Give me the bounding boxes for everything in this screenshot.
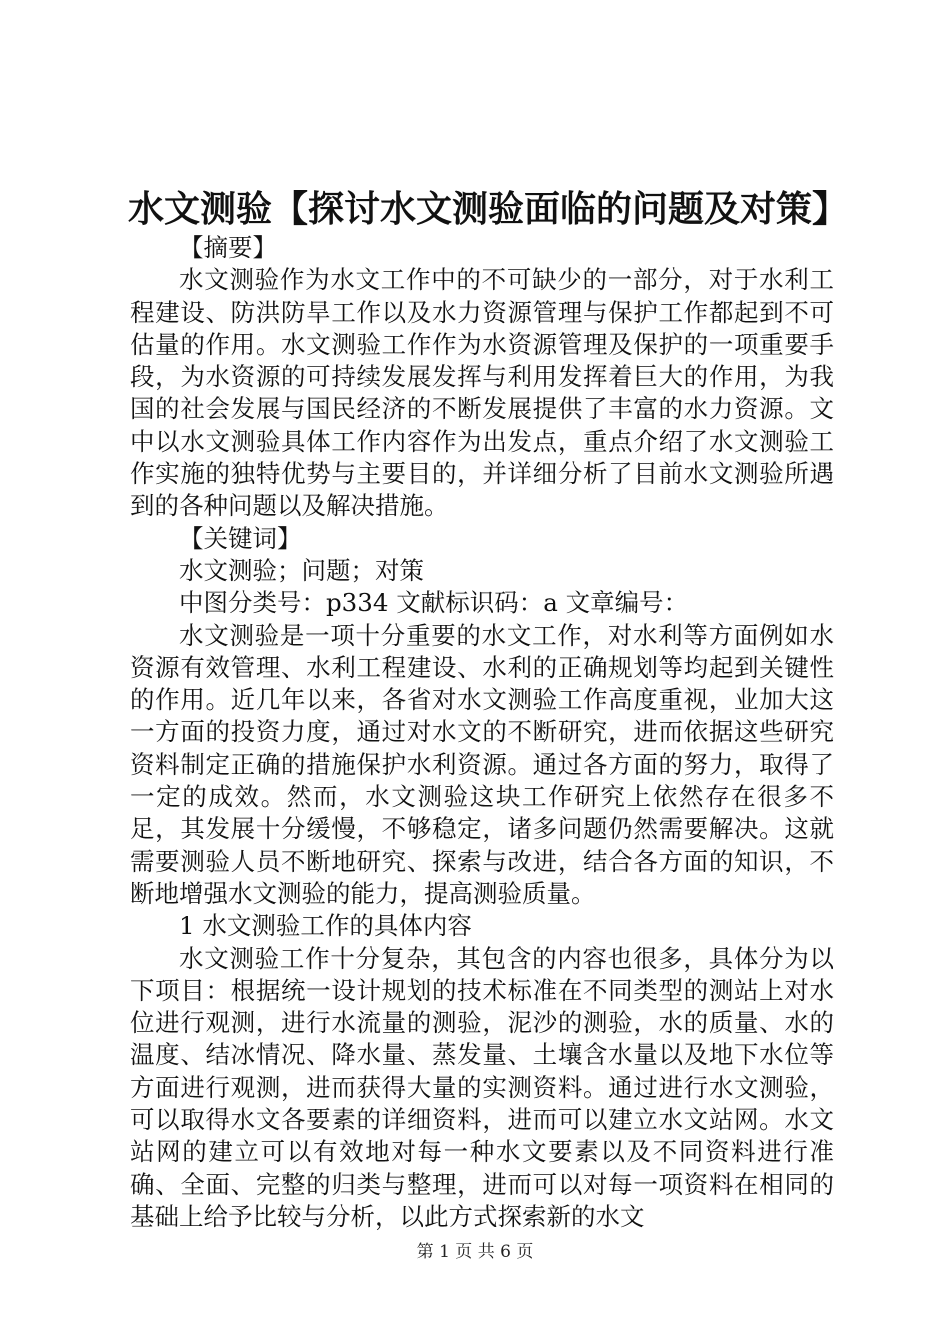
section-paragraph: 水文测验工作十分复杂，其包含的内容也很多，具体分为以下项目：根据统一设计规划的技术标准在不同类型的测站上对水位进行观测，进行水流量的测验，泥沙的测验，水的质量、水的温度、结冰情况、降水量、蒸发量、土壤含水量以及地下水位等方面进行观测，进而获得大量的实测资料。通过进行水文测验，可以取得水文各要素的详细资料，进而可以建立水文站网。水文站网的建立可以有效地对每一种水文要素以及不同资料进行准确、全面、完整的归类与整理，进而可以对每一项资料在相同的基础上给予比较与分析，以此方式探索新的水文 [130, 943, 834, 1231]
document-title: 水文测验【探讨水文测验面临的问题及对策】 [128, 188, 849, 230]
abstract-paragraph: 水文测验作为水文工作中的不可缺少的一部分，对于水利工程建设、防洪防旱工作以及水力资源管理与保护工作都起到不可估量的作用。水文测验工作作为水资源管理及保护的一项重要手段，为水资源的可持续发展发挥与利用发挥着巨大的作用，为我国的社会发展与国民经济的不断发展提供了丰富的水力资源。文中以水文测验具体工作内容作为出发点，重点介绍了水文测验工作实施的独特优势与主要目的，并详细分析了目前水文测验所遇到的各种问题以及解决措施。 [130, 265, 834, 521]
keywords-heading: 【关键词】 [179, 523, 302, 553]
intro-paragraph: 水文测验是一项十分重要的水文工作，对水利等方面例如水资源有效管理、水利工程建设、水利的正确规划等均起到关键性的作用。近几年以来，各省对水文测验工作高度重视，业加大这一方面的投资力度，通过对水文的不断研究，进而依据这些研究资料制定正确的措施保护水利资源。通过各方面的努力，取得了一定的成效。然而，水文测验这块工作研究上依然存在很多不足，其发展十分缓慢，不够稳定，诸多问题仍然需要解决。这就需要测验人员不断地研究、探索与改进，结合各方面的知识，不断地增强水文测验的能力，提高测验质量。 [130, 620, 834, 908]
section-heading: 1 水文测验工作的具体内容 [179, 911, 472, 941]
keywords-line: 水文测验；问题；对策 [179, 555, 424, 585]
abstract-heading: 【摘要】 [179, 233, 277, 262]
page-footer: 第 1 页 共 6 页 [416, 1242, 534, 1262]
document-body [130, 232, 834, 1233]
classification-line: 中图分类号：p334 文献标识码：a 文章编号： [179, 588, 689, 618]
